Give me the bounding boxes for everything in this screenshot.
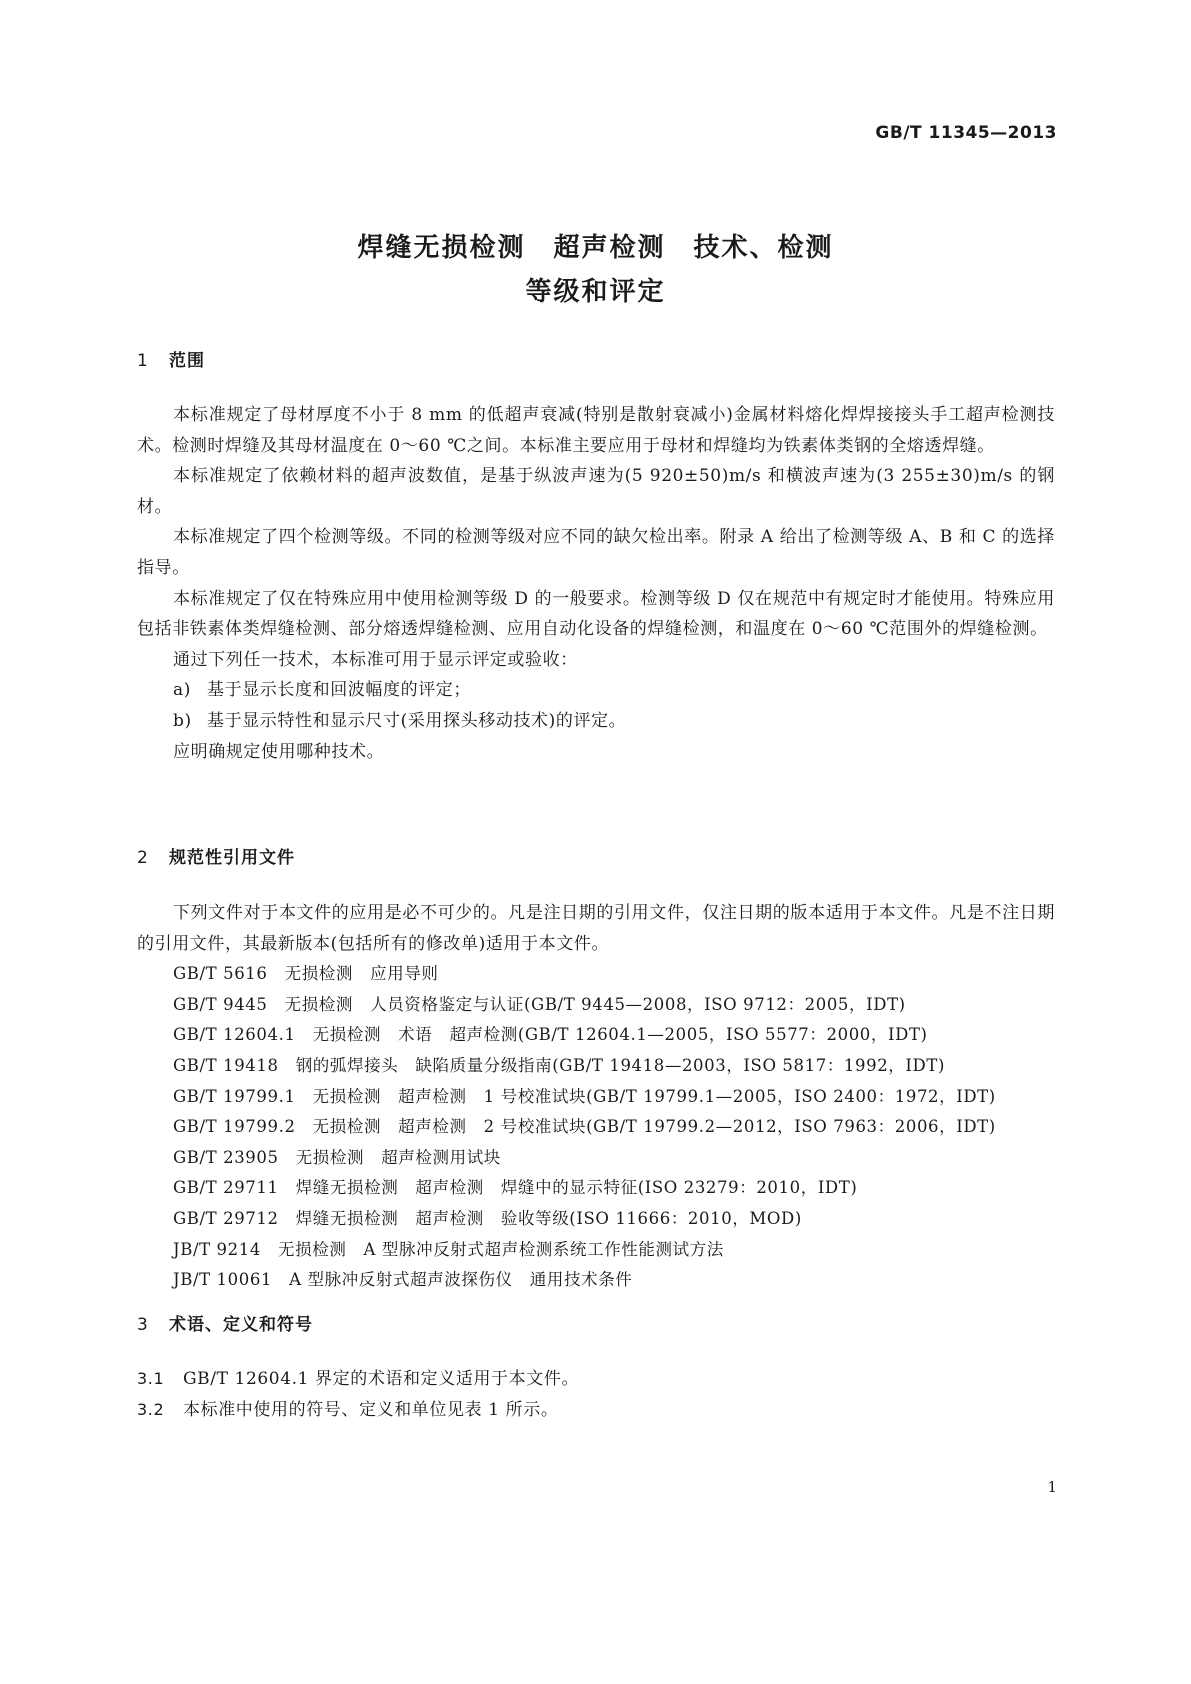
clause-text: GB/T 12604.1 界定的术语和定义适用于本文件。: [183, 1369, 580, 1389]
title-line-2: 等级和评定: [525, 277, 666, 307]
section-3-number: 3: [137, 1315, 149, 1335]
section-2-number: 2: [137, 848, 149, 868]
reference-item: GB/T 19799.1 无损检测 超声检测 1 号校准试块(GB/T 19799.1—2005，ISO 2400：1972，IDT): [173, 1086, 996, 1106]
section-2-body: [137, 898, 1055, 1296]
list-marker: b): [173, 710, 192, 731]
list-item: [137, 675, 1055, 706]
list-item-text: 基于显示长度和回波幅度的评定；: [207, 680, 471, 701]
section-1-intro: 通过下列任一技术，本标准可用于显示评定或验收：: [173, 649, 578, 670]
clause-item: [137, 1395, 1055, 1426]
clause-text: 本标准中使用的符号、定义和单位见表 1 所示。: [183, 1399, 559, 1420]
page-number: 1: [1047, 1478, 1057, 1496]
reference-item: GB/T 12604.1 无损检测 术语 超声检测(GB/T 12604.1—2005，ISO 5577：2000，IDT): [173, 1025, 928, 1045]
document-title: [0, 226, 1191, 314]
reference-item: GB/T 9445 无损检测 人员资格鉴定与认证(GB/T 9445—2008，ISO 9712：2005，IDT): [173, 994, 906, 1014]
list-item-text: 基于显示特性和显示尺寸(采用探头移动技术)的评定。: [207, 710, 627, 731]
clause-number: 3.1: [137, 1369, 165, 1388]
section-2-heading: [137, 843, 295, 868]
reference-item: JB/T 9214 无损检测 A 型脉冲反射式超声检测系统工作性能测试方法: [173, 1239, 724, 1259]
reference-item: GB/T 19799.2 无损检测 超声检测 2 号校准试块(GB/T 19799.2—2012，ISO 7963：2006，IDT): [173, 1117, 996, 1137]
list-marker: a): [173, 680, 191, 701]
section-1-title: 范围: [169, 351, 205, 371]
list-item: [137, 706, 1055, 737]
reference-item: JB/T 10061 A 型脉冲反射式超声波探伤仪 通用技术条件: [173, 1270, 633, 1290]
section-3-title: 术语、定义和符号: [169, 1315, 313, 1335]
reference-item: GB/T 23905 无损检测 超声检测用试块: [173, 1147, 501, 1167]
title-line-1: 焊缝无损检测 超声检测 技术、检测: [357, 233, 834, 263]
section-1-paragraph: 本标准规定了四个检测等级。不同的检测等级对应不同的缺欠检出率。附录 A 给出了检测等级 A、B 和 C 的选择指导。: [137, 527, 1055, 578]
section-2-title: 规范性引用文件: [169, 848, 295, 868]
section-1-paragraph: 本标准规定了依赖材料的超声波数值，是基于纵波声速为(5 920±50)m/s 和横波声速为(3 255±30)m/s 的钢材。: [137, 466, 1055, 517]
clause-number: 3.2: [137, 1399, 165, 1419]
reference-item: GB/T 5616 无损检测 应用导则: [173, 964, 439, 984]
section-2-paragraph: 下列文件对于本文件的应用是必不可少的。凡是注日期的引用文件，仅注日期的版本适用于本文件。凡是不注日期的引用文件，其最新版本(包括所有的修改单)适用于本文件。: [137, 903, 1055, 954]
section-1-paragraph: 本标准规定了仅在特殊应用中使用检测等级 D 的一般要求。检测等级 D 仅在规范中有规定时才能使用。特殊应用包括非铁素体类焊缝检测、部分熔透焊缝检测、应用自动化设备的焊缝检测，和温度在 0～60 ℃范围外的焊缝检测。: [137, 588, 1055, 640]
section-3-body: [137, 1364, 1055, 1425]
section-1-paragraph: 本标准规定了母材厚度不小于 8 mm 的低超声衰减(特别是散射衰减小)金属材料熔化焊焊接接头手工超声检测技术。检测时焊缝及其母材温度在 0～60 ℃之间。本标准主要应用于母材和焊缝均为铁素体类钢的全熔透焊缝。: [137, 405, 1055, 456]
section-1-closing: 应明确规定使用哪种技术。: [173, 741, 385, 762]
section-1-number: 1: [137, 351, 149, 371]
standard-number: GB/T 11345—2013: [875, 123, 1057, 143]
section-1-heading: [137, 346, 205, 371]
reference-item: GB/T 29712 焊缝无损检测 超声检测 验收等级(ISO 11666：2010，MOD): [173, 1208, 802, 1228]
section-1-body: [137, 400, 1055, 767]
section-3-heading: [137, 1310, 313, 1335]
reference-item: GB/T 19418 钢的弧焊接头 缺陷质量分级指南(GB/T 19418—2003，ISO 5817：1992，IDT): [173, 1055, 946, 1075]
clause-item: [137, 1364, 1055, 1395]
reference-item: GB/T 29711 焊缝无损检测 超声检测 焊缝中的显示特征(ISO 23279：2010，IDT): [173, 1178, 858, 1198]
